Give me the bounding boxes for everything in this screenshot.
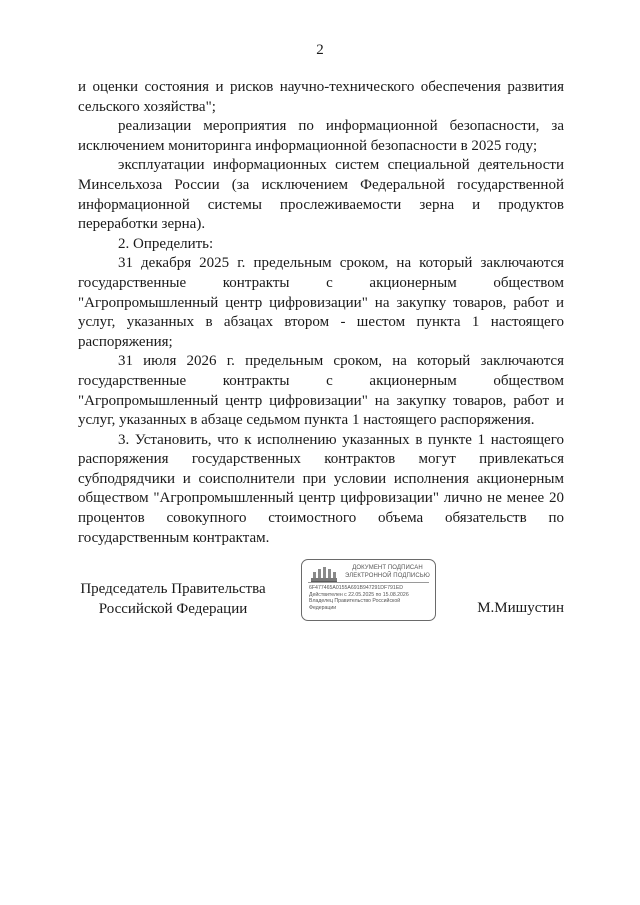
signer-name: М.Мишустин [477,600,564,616]
signer-title-line1: Председатель Правительства [80,581,266,597]
electronic-signature-stamp [301,559,436,621]
paragraph-deadline-2025: 31 декабря 2025 г. предельным сроком, на который заключаются государственные контракты с акционерным обществом "Агропромышленный центр цифровизации" на закупку товаров, работ и услуг, указанных в абзацах втором - шестом пункта 1 настоящего распоряжения; [78,255,564,350]
stamp-certificate: 6F477465A0155A691B947291DF791ED [309,585,404,591]
signer-title [78,580,268,619]
paragraph-operation: эксплуатации информационных систем специальной деятельности Минсельхоза России (за исключением Федеральной государственной информационной системы прослеживаемости зерна и продуктов переработки зерна). [78,157,564,233]
stamp-header-line2: ЭЛЕКТРОННОЙ ПОДПИСЬЮ [345,572,430,579]
stamp-validity: Действителен с 22.05.2025 по 15.08.2026 [309,591,409,598]
paragraph-security: реализации мероприятия по информационной безопасности, за исключением мониторинга информационной безопасности в 2025 году; [78,118,564,154]
stamp-header [340,565,435,580]
stamp-divider [308,582,429,583]
state-emblem-icon [310,565,338,583]
stamp-owner-line2: Федерации [309,604,337,611]
document-body [78,78,564,548]
paragraph-clause-2: 2. Определить: [118,235,214,252]
signer-title-line2: Российской Федерации [98,600,248,617]
paragraph-clause-3: 3. Установить, что к исполнению указанных в пункте 1 настоящего распоряжения государственных контрактов могут привлекаться субподрядчики и соисполнители при условии исполнения акционерным обществом "Агропромышленный центр цифровизации" лично не менее 20 процентов совокупного стоимостного объема обязательств по государственным контрактам. [78,431,564,546]
stamp-owner-line1: Владелец Правительство Российской [309,598,401,605]
stamp-details [309,585,433,611]
paragraph-deadline-2026: 31 июля 2026 г. предельным сроком, на который заключаются государственные контракты с акционерным обществом "Агропромышленный центр цифровизации" на закупку товаров, работ и услуг, указанных в абзаце седьмом пункта 1 настоящего распоряжения. [78,353,564,429]
page-number: 2 [316,42,324,58]
stamp-header-line1: ДОКУМЕНТ ПОДПИСАН [352,565,423,571]
paragraph-continuation: и оценки состояния и рисков научно-технического обеспечения развития сельского хозяйства"; [78,79,564,115]
